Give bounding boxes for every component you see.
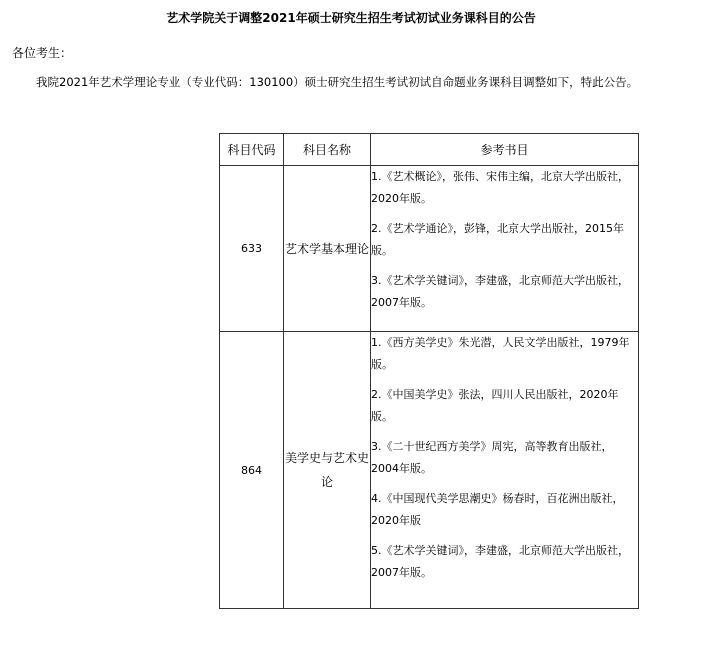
table-header-row bbox=[220, 134, 639, 166]
reference-book: 2.《中国美学史》张法，四川人民出版社，2020年版。 bbox=[371, 388, 619, 423]
subject-name: 艺术学基本理论 bbox=[284, 166, 371, 332]
header-reference-books: 参考书目 bbox=[371, 134, 639, 166]
reference-book: 3.《二十世纪西方美学》周宪，高等教育出版社，2004年版。 bbox=[371, 440, 613, 475]
subject-code: 864 bbox=[220, 332, 284, 609]
header-subject-name: 科目名称 bbox=[284, 134, 371, 166]
reference-book: 1.《艺术概论》，张伟、宋伟主编，北京大学出版社，2020年版。 bbox=[371, 170, 629, 205]
subject-code: 633 bbox=[220, 166, 284, 332]
reference-book: 1.《西方美学史》朱光潜，人民文学出版社，1979年版。 bbox=[371, 336, 630, 371]
reference-books bbox=[371, 166, 639, 332]
reference-books bbox=[371, 332, 639, 609]
intro-paragraph: 我院2021年艺术学理论专业（专业代码：130100）硕士研究生招生考试初试自命题业务课科目调整如下，特此公告。 bbox=[36, 75, 639, 89]
header-subject-code: 科目代码 bbox=[220, 134, 284, 166]
table-row bbox=[220, 332, 639, 609]
reference-book: 4.《中国现代美学思潮史》杨春时，百花洲出版社，2020年版 bbox=[371, 492, 624, 527]
salutation: 各位考生： bbox=[12, 46, 73, 60]
reference-book: 3.《艺术学关键词》，李建盛，北京师范大学出版社，2007年版。 bbox=[371, 274, 629, 309]
table-row bbox=[220, 166, 639, 332]
reference-book: 2.《艺术学通论》，彭锋，北京大学出版社，2015年版。 bbox=[371, 222, 624, 257]
page-title: 艺术学院关于调整2021年硕士研究生招生考试初试业务课科目的公告 bbox=[166, 11, 536, 25]
reference-book: 5.《艺术学关键词》，李建盛，北京师范大学出版社，2007年版。 bbox=[371, 544, 629, 579]
subject-name: 美学史与艺术史论 bbox=[284, 332, 371, 609]
subjects-table bbox=[219, 133, 639, 609]
